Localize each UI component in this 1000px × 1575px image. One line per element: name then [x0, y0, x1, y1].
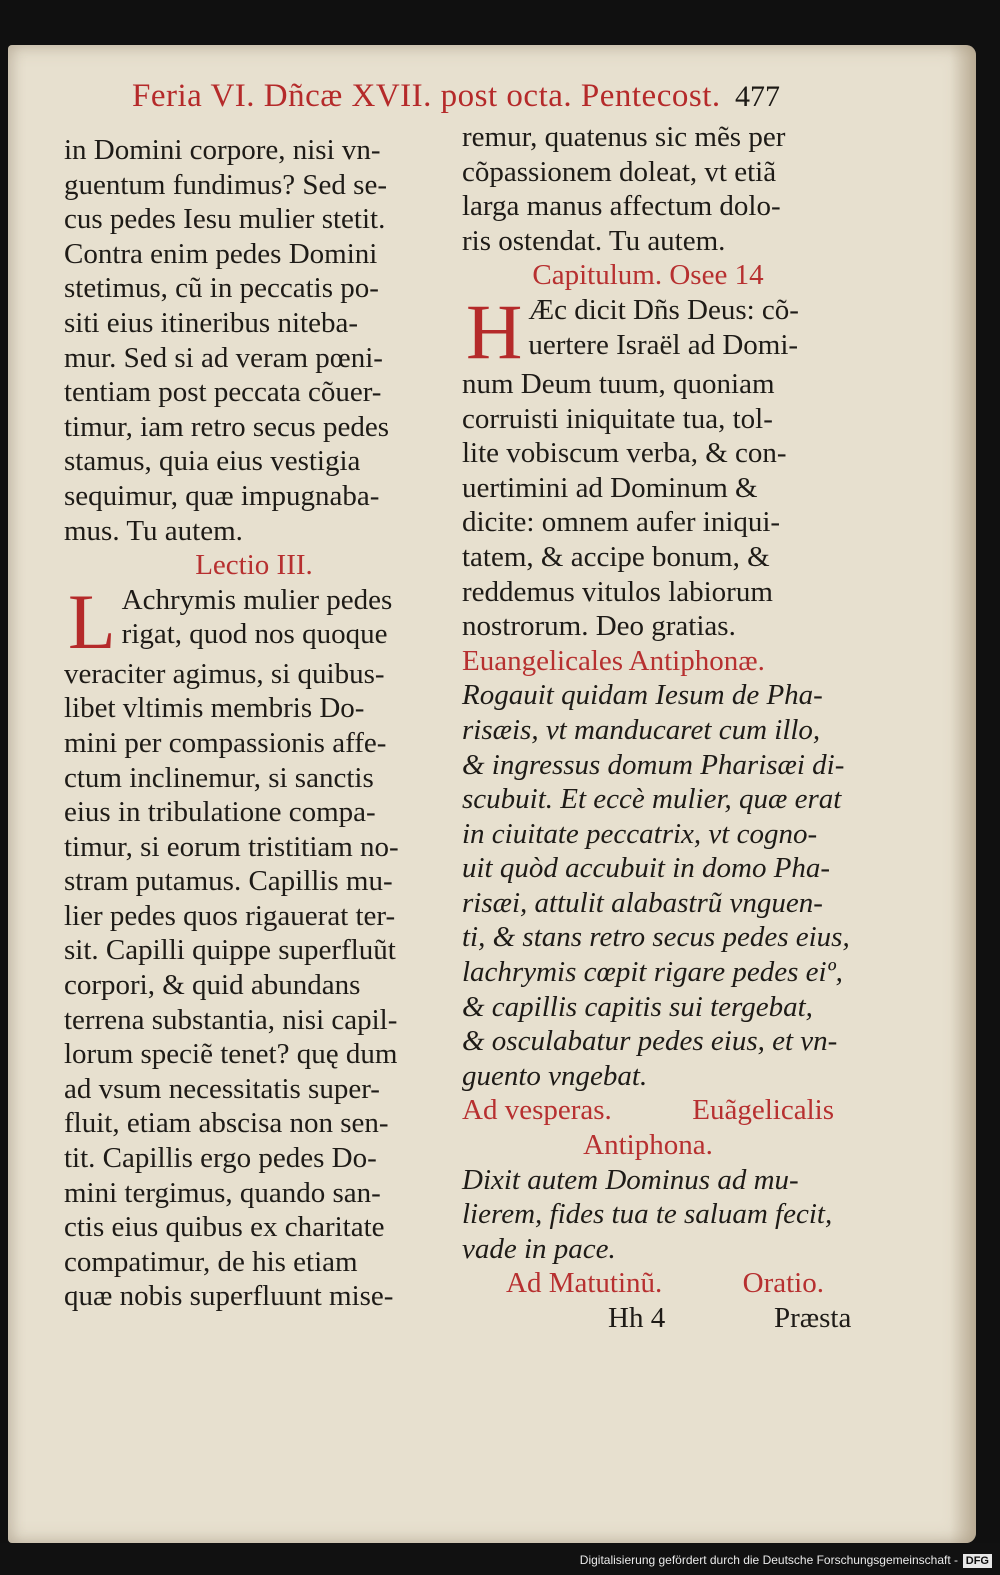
text-line: mur. Sed si ad veram pœni- — [64, 341, 383, 374]
vesperas-right: Euãgelicalis — [692, 1094, 834, 1127]
text-line: Contra enim pedes Domini — [64, 237, 378, 270]
drop-cap-h: H — [466, 292, 523, 367]
text-line: nostrorum. Deo gratias. — [462, 610, 736, 643]
text-line: quæ nobis superfluunt mise- — [64, 1280, 394, 1313]
signature-mark: Hh 4 — [608, 1302, 666, 1334]
text-line: reddemus vitulos labiorum — [462, 575, 773, 608]
footer-credit: Digitalisierung gefördert durch die Deutsche Forschungsgemeinschaft - — [579, 1553, 958, 1567]
antiphonae-heading: Euangelicales Antiphonæ. — [462, 644, 765, 677]
text-line: lier pedes quos rigauerat ter- — [64, 899, 396, 932]
dixit-line: vade in pace. — [462, 1232, 616, 1265]
antiphon-line: scubuit. Et eccè mulier, quæ erat — [462, 783, 842, 816]
text-line: corpori, & quid abundans — [64, 969, 361, 1002]
text-line: ctum inclinemur, si sanctis — [64, 761, 374, 794]
antiphon-line: & ingressus domum Pharisæi di- — [462, 748, 845, 781]
antiphon-line: uit quòd accubuit in domo Pha- — [462, 852, 831, 885]
lectio-heading: Lectio III. — [195, 549, 313, 582]
matutinu-right: Oratio. — [742, 1267, 824, 1300]
antiphon-line: in ciuitate peccatrix, vt cogno- — [462, 817, 818, 850]
page-edge-shadow — [950, 45, 976, 1543]
capitulum-heading: Capitulum. Osee 14 — [532, 259, 764, 292]
dfg-logo: DFG — [963, 1554, 992, 1568]
text-line: Æc dicit Dñs Deus: cõ- — [528, 293, 799, 326]
text-line: veraciter agimus, si quibus- — [64, 657, 385, 690]
text-line: ad vsum necessitatis super- — [64, 1072, 380, 1105]
antiphon-line: risæi, attulit alabastrũ vnguen- — [462, 886, 823, 919]
text-line: larga manus affectum dolo- — [462, 190, 781, 223]
vesperas-heading — [462, 1093, 834, 1128]
text-line: tentiam post peccata cõuer- — [64, 376, 382, 409]
text-line: tit. Capillis ergo pedes Do- — [64, 1142, 377, 1175]
text-line: in Domini corpore, nisi vn- — [64, 134, 381, 166]
text-line: stetimus, cũ in peccatis po- — [64, 272, 379, 305]
vesperas-left: Ad vesperas. — [462, 1094, 612, 1127]
text-line: rigat, quod nos quoque — [121, 618, 388, 651]
text-line: compatimur, de his etiam — [64, 1245, 358, 1278]
text-line: ctis eius quibus ex charitate — [64, 1211, 385, 1244]
text-line: dicite: omnem aufer iniqui- — [462, 506, 781, 539]
text-line: lorum speciẽ tenet? quę dum — [64, 1038, 398, 1071]
antiphon-line: & capillis capitis sui tergebat, — [462, 990, 813, 1023]
text-line: sequimur, quæ impugnaba- — [64, 479, 380, 512]
text-line: siti eius itineribus niteba- — [64, 306, 358, 339]
text-line: cus pedes Iesu mulier stetit. — [64, 203, 386, 236]
antiphon-line: lachrymis cœpit rigare pedes eiº, — [462, 956, 843, 989]
text-line: tatem, & accipe bonum, & — [462, 540, 770, 573]
text-line: eius in tribulatione compa- — [64, 796, 376, 829]
text-line: Achrymis mulier pedes — [121, 583, 393, 616]
text-line: fluit, etiam abscisa non sen- — [64, 1107, 389, 1140]
catchword: Præsta — [774, 1302, 852, 1334]
text-line: uertere Israël ad Domi- — [528, 328, 799, 361]
text-line: num Deum tuum, quoniam — [462, 367, 775, 400]
antiphon-line: & osculabatur pedes eius, et vn- — [462, 1025, 838, 1058]
text-line: lite vobiscum verba, & con- — [462, 437, 787, 470]
text-line: mini tergimus, quando san- — [64, 1176, 381, 1209]
capitulum-paragraph — [462, 293, 834, 367]
folio-number: 477 — [735, 80, 780, 113]
text-line: cõpassionem doleat, vt etiã — [462, 155, 777, 188]
text-line: sit. Capilli quippe superfluũt — [64, 934, 396, 967]
matutinu-heading — [462, 1266, 834, 1301]
matutinu-left: Ad Matutinũ. — [506, 1267, 663, 1300]
text-line: terrena substantia, nisi capil- — [64, 1003, 398, 1036]
text-line: timur, si eorum tristitiam no- — [64, 830, 399, 863]
dixit-line: lierem, fides tua te saluam fecit, — [462, 1198, 833, 1231]
text-line: corruisti iniquitate tua, tol- — [462, 402, 773, 435]
text-line: ris ostendat. Tu autem. — [462, 224, 726, 257]
signature-line — [462, 1301, 852, 1336]
left-column — [64, 133, 444, 1314]
text-line: remur, quatenus sic mẽs per — [462, 121, 786, 153]
text-line: stamus, quia eius vestigia — [64, 445, 361, 478]
text-line: mus. Tu autem. — [64, 514, 243, 547]
text-line: mini per compassionis affe- — [64, 726, 387, 759]
antiphona-heading: Antiphona. — [583, 1129, 713, 1162]
antiphon-line: guento vngebat. — [462, 1059, 648, 1092]
antiphon-line: Rogauit quidam Iesum de Pha- — [462, 679, 823, 712]
text-line: timur, iam retro secus pedes — [64, 410, 389, 443]
antiphon-line: risæis, vt manducaret cum illo, — [462, 713, 821, 746]
running-title: Feria VI. Dñcæ XVII. post octa. Pentecost. — [132, 78, 721, 114]
text-line: stram putamus. Capillis mu- — [64, 865, 393, 898]
text-line: libet vltimis membris Do- — [64, 692, 365, 725]
dixit-line: Dixit autem Dominus ad mu- — [462, 1163, 799, 1196]
antiphon-line: ti, & stans retro secus pedes eius, — [462, 921, 850, 954]
right-column — [462, 120, 852, 1336]
left-top-text — [64, 133, 444, 548]
text-line: guentum fundimus? Sed se- — [64, 168, 387, 201]
drop-cap-l: L — [68, 582, 116, 657]
lectio-paragraph — [64, 583, 444, 657]
text-line: uertimini ad Dominum & — [462, 471, 758, 504]
